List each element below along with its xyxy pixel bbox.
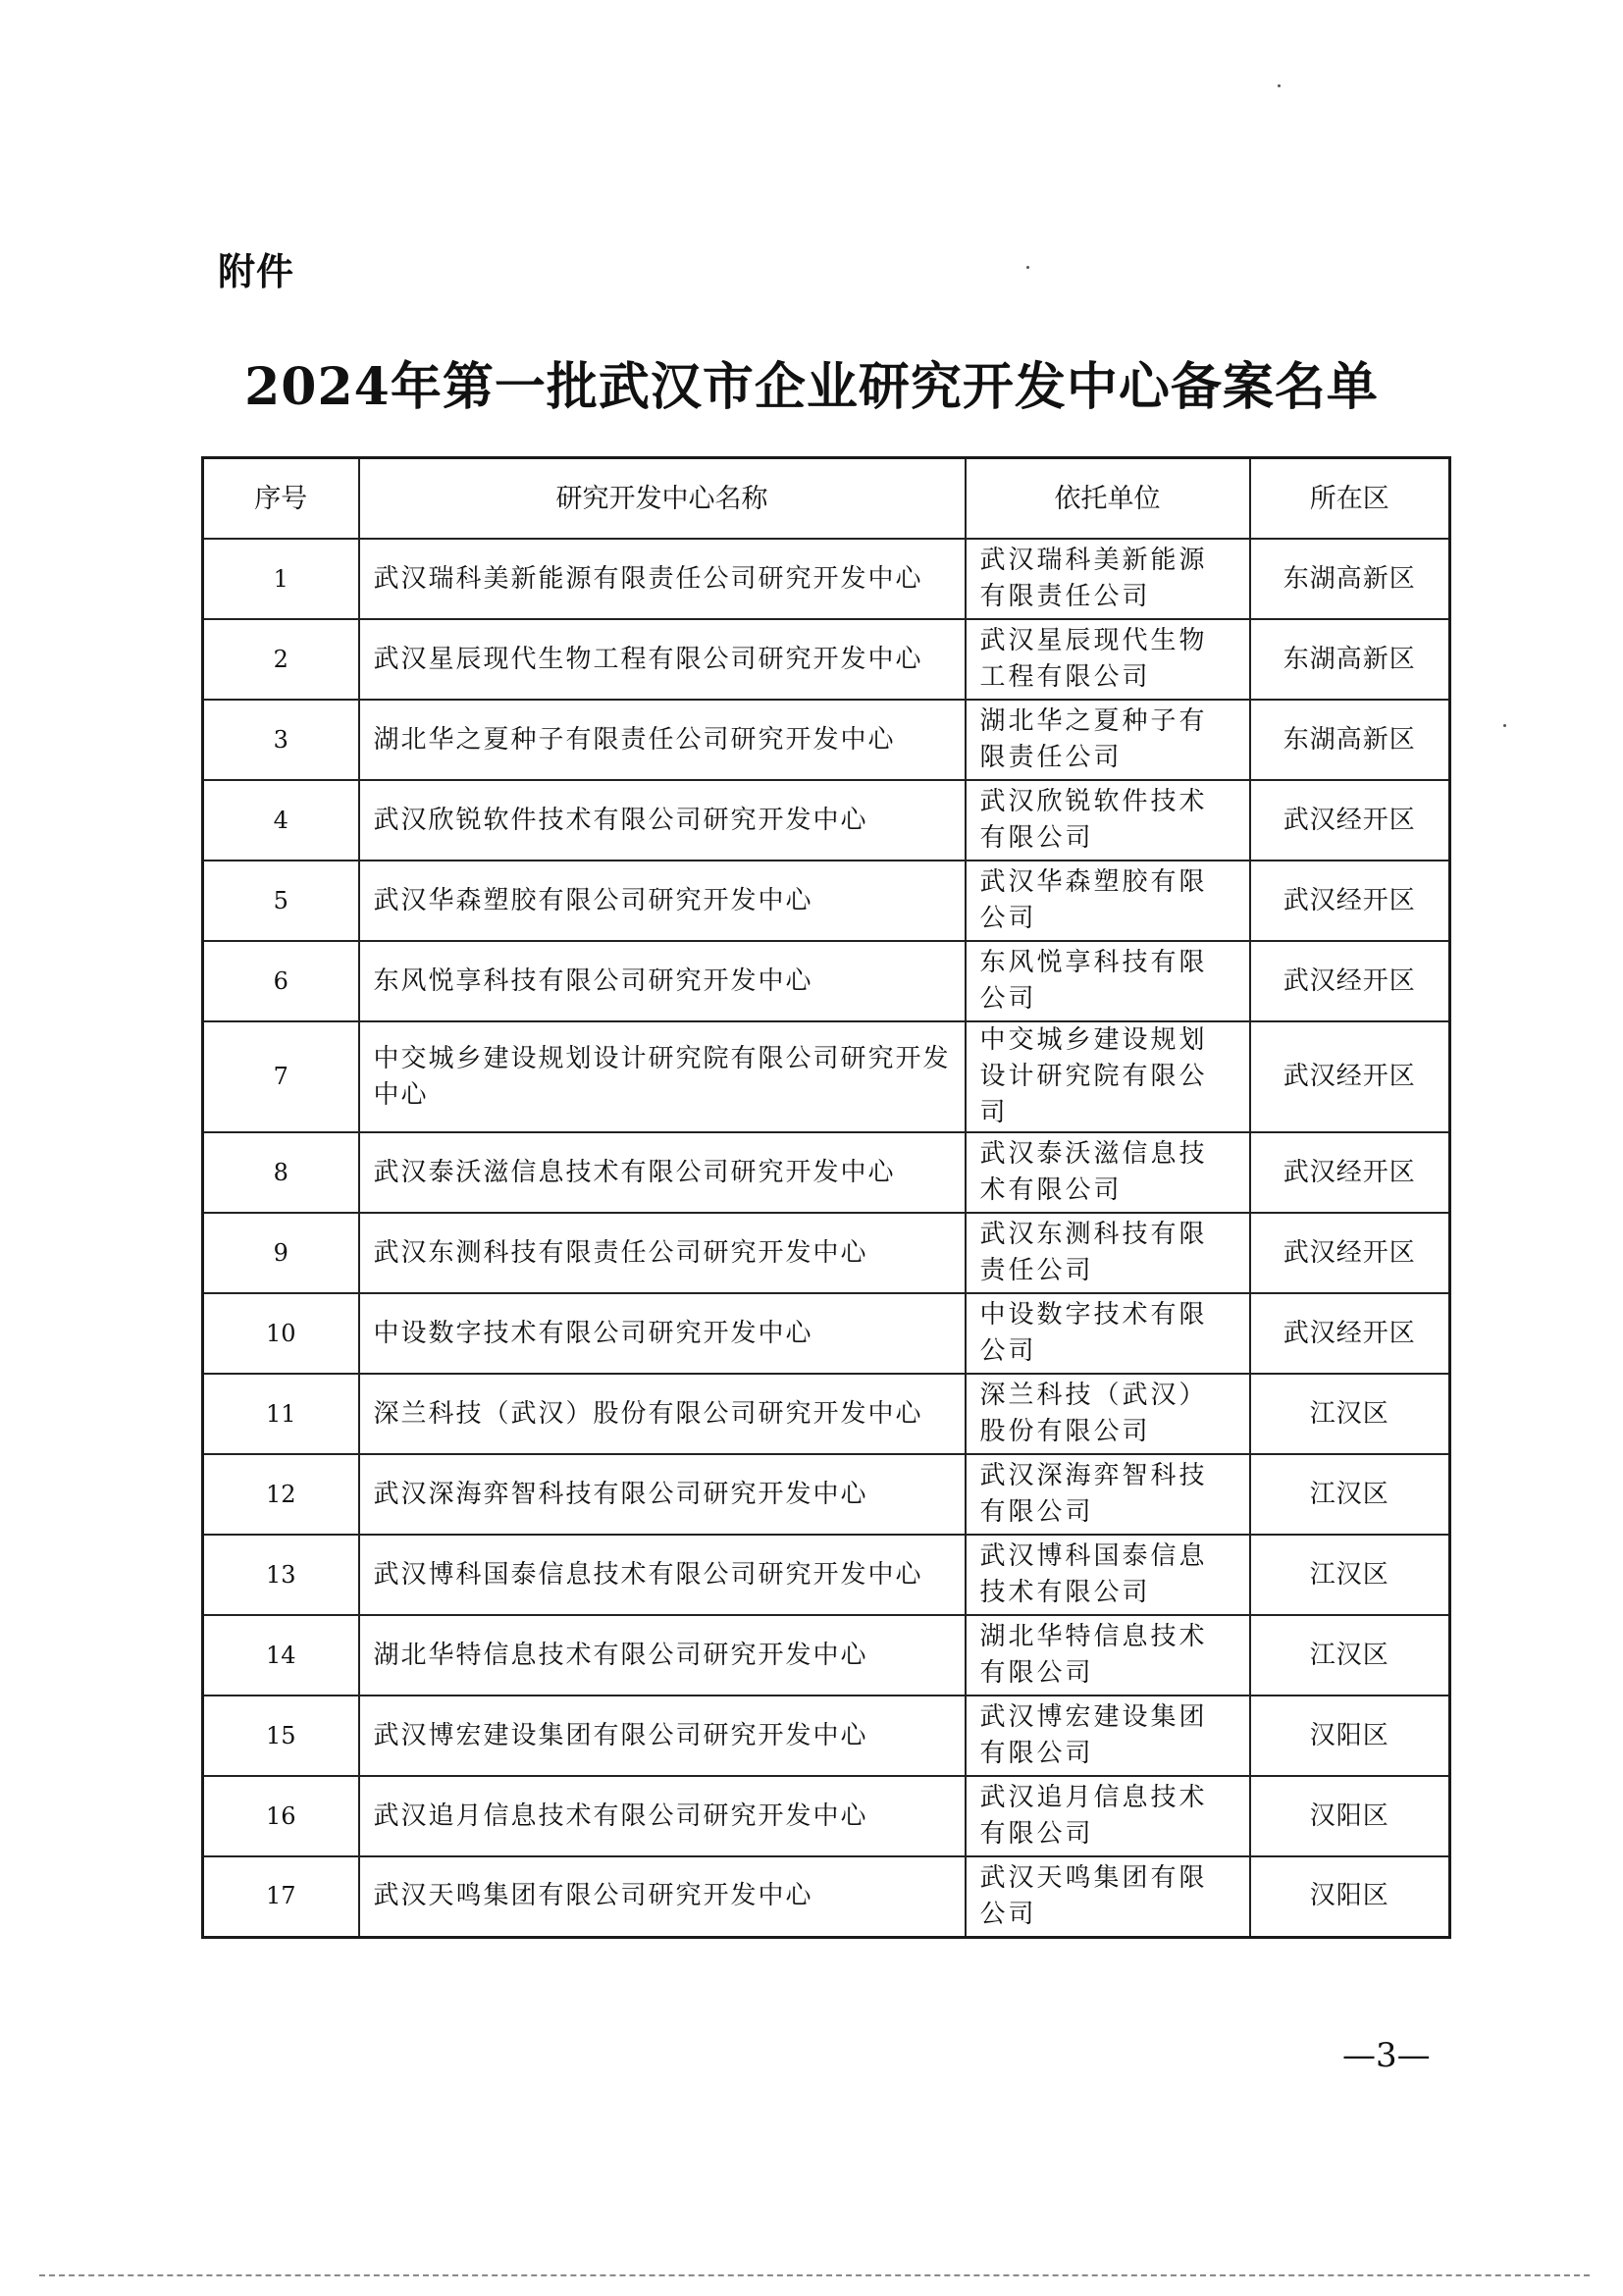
cell-center-name: 中交城乡建设规划设计研究院有限公司研究开发中心 <box>359 1021 966 1132</box>
cell-host-unit: 武汉深海弈智科技有限公司 <box>966 1454 1250 1535</box>
cell-district: 武汉经开区 <box>1250 1213 1450 1293</box>
cell-district: 武汉经开区 <box>1250 861 1450 941</box>
table-row <box>203 1374 1450 1454</box>
cell-host-unit: 武汉泰沃滋信息技术有限公司 <box>966 1132 1250 1213</box>
cell-serial-number: 12 <box>203 1454 359 1535</box>
page-number: —3— <box>1342 2036 1431 2075</box>
cell-serial-number: 6 <box>203 941 359 1021</box>
cell-district: 东湖高新区 <box>1250 619 1450 700</box>
cell-serial-number: 8 <box>203 1132 359 1213</box>
cell-serial-number: 5 <box>203 861 359 941</box>
table-row <box>203 539 1450 619</box>
table-row <box>203 1293 1450 1374</box>
cell-serial-number: 7 <box>203 1021 359 1132</box>
cell-center-name: 武汉华森塑胶有限公司研究开发中心 <box>359 861 966 941</box>
attachment-label: 附件 <box>218 250 295 293</box>
cell-district: 东湖高新区 <box>1250 539 1450 619</box>
cell-district: 武汉经开区 <box>1250 941 1450 1021</box>
cell-serial-number: 4 <box>203 780 359 861</box>
cell-host-unit: 武汉欣锐软件技术有限公司 <box>966 780 1250 861</box>
cell-host-unit: 武汉天鸣集团有限公司 <box>966 1856 1250 1937</box>
cell-center-name: 武汉星辰现代生物工程有限公司研究开发中心 <box>359 619 966 700</box>
cell-serial-number: 2 <box>203 619 359 700</box>
cell-center-name: 中设数字技术有限公司研究开发中心 <box>359 1293 966 1374</box>
cell-district: 武汉经开区 <box>1250 780 1450 861</box>
cell-host-unit: 深兰科技（武汉）股份有限公司 <box>966 1374 1250 1454</box>
table-header-row <box>203 458 1450 540</box>
cell-center-name: 武汉东测科技有限责任公司研究开发中心 <box>359 1213 966 1293</box>
cell-center-name: 武汉博科国泰信息技术有限公司研究开发中心 <box>359 1535 966 1615</box>
scan-speck <box>1026 266 1029 269</box>
cell-serial-number: 15 <box>203 1696 359 1776</box>
cell-host-unit: 中交城乡建设规划设计研究院有限公司 <box>966 1021 1250 1132</box>
cell-host-unit: 武汉追月信息技术有限公司 <box>966 1776 1250 1856</box>
cell-center-name: 湖北华之夏种子有限责任公司研究开发中心 <box>359 700 966 780</box>
table-row <box>203 1776 1450 1856</box>
scan-speck <box>1278 84 1281 87</box>
cell-serial-number: 17 <box>203 1856 359 1937</box>
cell-center-name: 武汉瑞科美新能源有限责任公司研究开发中心 <box>359 539 966 619</box>
cell-host-unit: 武汉华森塑胶有限公司 <box>966 861 1250 941</box>
table-row <box>203 1696 1450 1776</box>
cell-host-unit: 东风悦享科技有限公司 <box>966 941 1250 1021</box>
cell-district: 汉阳区 <box>1250 1776 1450 1856</box>
filing-list-table-container <box>201 456 1451 1939</box>
table-row <box>203 700 1450 780</box>
cell-district: 江汉区 <box>1250 1615 1450 1696</box>
cell-district: 武汉经开区 <box>1250 1021 1450 1132</box>
cell-district: 武汉经开区 <box>1250 1132 1450 1213</box>
table-body <box>203 539 1450 1937</box>
cell-center-name: 武汉天鸣集团有限公司研究开发中心 <box>359 1856 966 1937</box>
cell-serial-number: 3 <box>203 700 359 780</box>
cell-center-name: 湖北华特信息技术有限公司研究开发中心 <box>359 1615 966 1696</box>
header-host-unit: 依托单位 <box>966 458 1250 540</box>
cell-district: 武汉经开区 <box>1250 1293 1450 1374</box>
cell-district: 汉阳区 <box>1250 1856 1450 1937</box>
bottom-scan-line <box>39 2274 1590 2276</box>
cell-center-name: 武汉泰沃滋信息技术有限公司研究开发中心 <box>359 1132 966 1213</box>
cell-serial-number: 14 <box>203 1615 359 1696</box>
cell-host-unit: 武汉东测科技有限责任公司 <box>966 1213 1250 1293</box>
scan-speck <box>1503 724 1506 727</box>
cell-center-name: 深兰科技（武汉）股份有限公司研究开发中心 <box>359 1374 966 1454</box>
header-serial-number: 序号 <box>203 458 359 540</box>
header-center-name: 研究开发中心名称 <box>359 458 966 540</box>
cell-host-unit: 武汉博科国泰信息技术有限公司 <box>966 1535 1250 1615</box>
cell-host-unit: 武汉博宏建设集团有限公司 <box>966 1696 1250 1776</box>
table-row <box>203 1856 1450 1937</box>
cell-center-name: 武汉追月信息技术有限公司研究开发中心 <box>359 1776 966 1856</box>
table-row <box>203 1454 1450 1535</box>
cell-serial-number: 9 <box>203 1213 359 1293</box>
cell-host-unit: 武汉星辰现代生物工程有限公司 <box>966 619 1250 700</box>
table-row <box>203 1615 1450 1696</box>
cell-district: 江汉区 <box>1250 1454 1450 1535</box>
cell-center-name: 武汉博宏建设集团有限公司研究开发中心 <box>359 1696 966 1776</box>
table-row <box>203 780 1450 861</box>
cell-district: 江汉区 <box>1250 1374 1450 1454</box>
document-title: 2024年第一批武汉市企业研究开发中心备案名单 <box>244 357 1379 417</box>
cell-host-unit: 武汉瑞科美新能源有限责任公司 <box>966 539 1250 619</box>
cell-center-name: 武汉深海弈智科技有限公司研究开发中心 <box>359 1454 966 1535</box>
filing-list-table <box>201 456 1451 1939</box>
cell-district: 江汉区 <box>1250 1535 1450 1615</box>
cell-host-unit: 湖北华特信息技术有限公司 <box>966 1615 1250 1696</box>
cell-district: 东湖高新区 <box>1250 700 1450 780</box>
cell-host-unit: 中设数字技术有限公司 <box>966 1293 1250 1374</box>
cell-center-name: 东风悦享科技有限公司研究开发中心 <box>359 941 966 1021</box>
cell-serial-number: 1 <box>203 539 359 619</box>
table-row <box>203 1021 1450 1132</box>
table-row <box>203 1213 1450 1293</box>
table-row <box>203 619 1450 700</box>
header-district: 所在区 <box>1250 458 1450 540</box>
table-row <box>203 941 1450 1021</box>
cell-center-name: 武汉欣锐软件技术有限公司研究开发中心 <box>359 780 966 861</box>
cell-serial-number: 13 <box>203 1535 359 1615</box>
cell-district: 汉阳区 <box>1250 1696 1450 1776</box>
cell-serial-number: 10 <box>203 1293 359 1374</box>
cell-serial-number: 11 <box>203 1374 359 1454</box>
table-row <box>203 1132 1450 1213</box>
cell-host-unit: 湖北华之夏种子有限责任公司 <box>966 700 1250 780</box>
table-row <box>203 861 1450 941</box>
table-row <box>203 1535 1450 1615</box>
cell-serial-number: 16 <box>203 1776 359 1856</box>
